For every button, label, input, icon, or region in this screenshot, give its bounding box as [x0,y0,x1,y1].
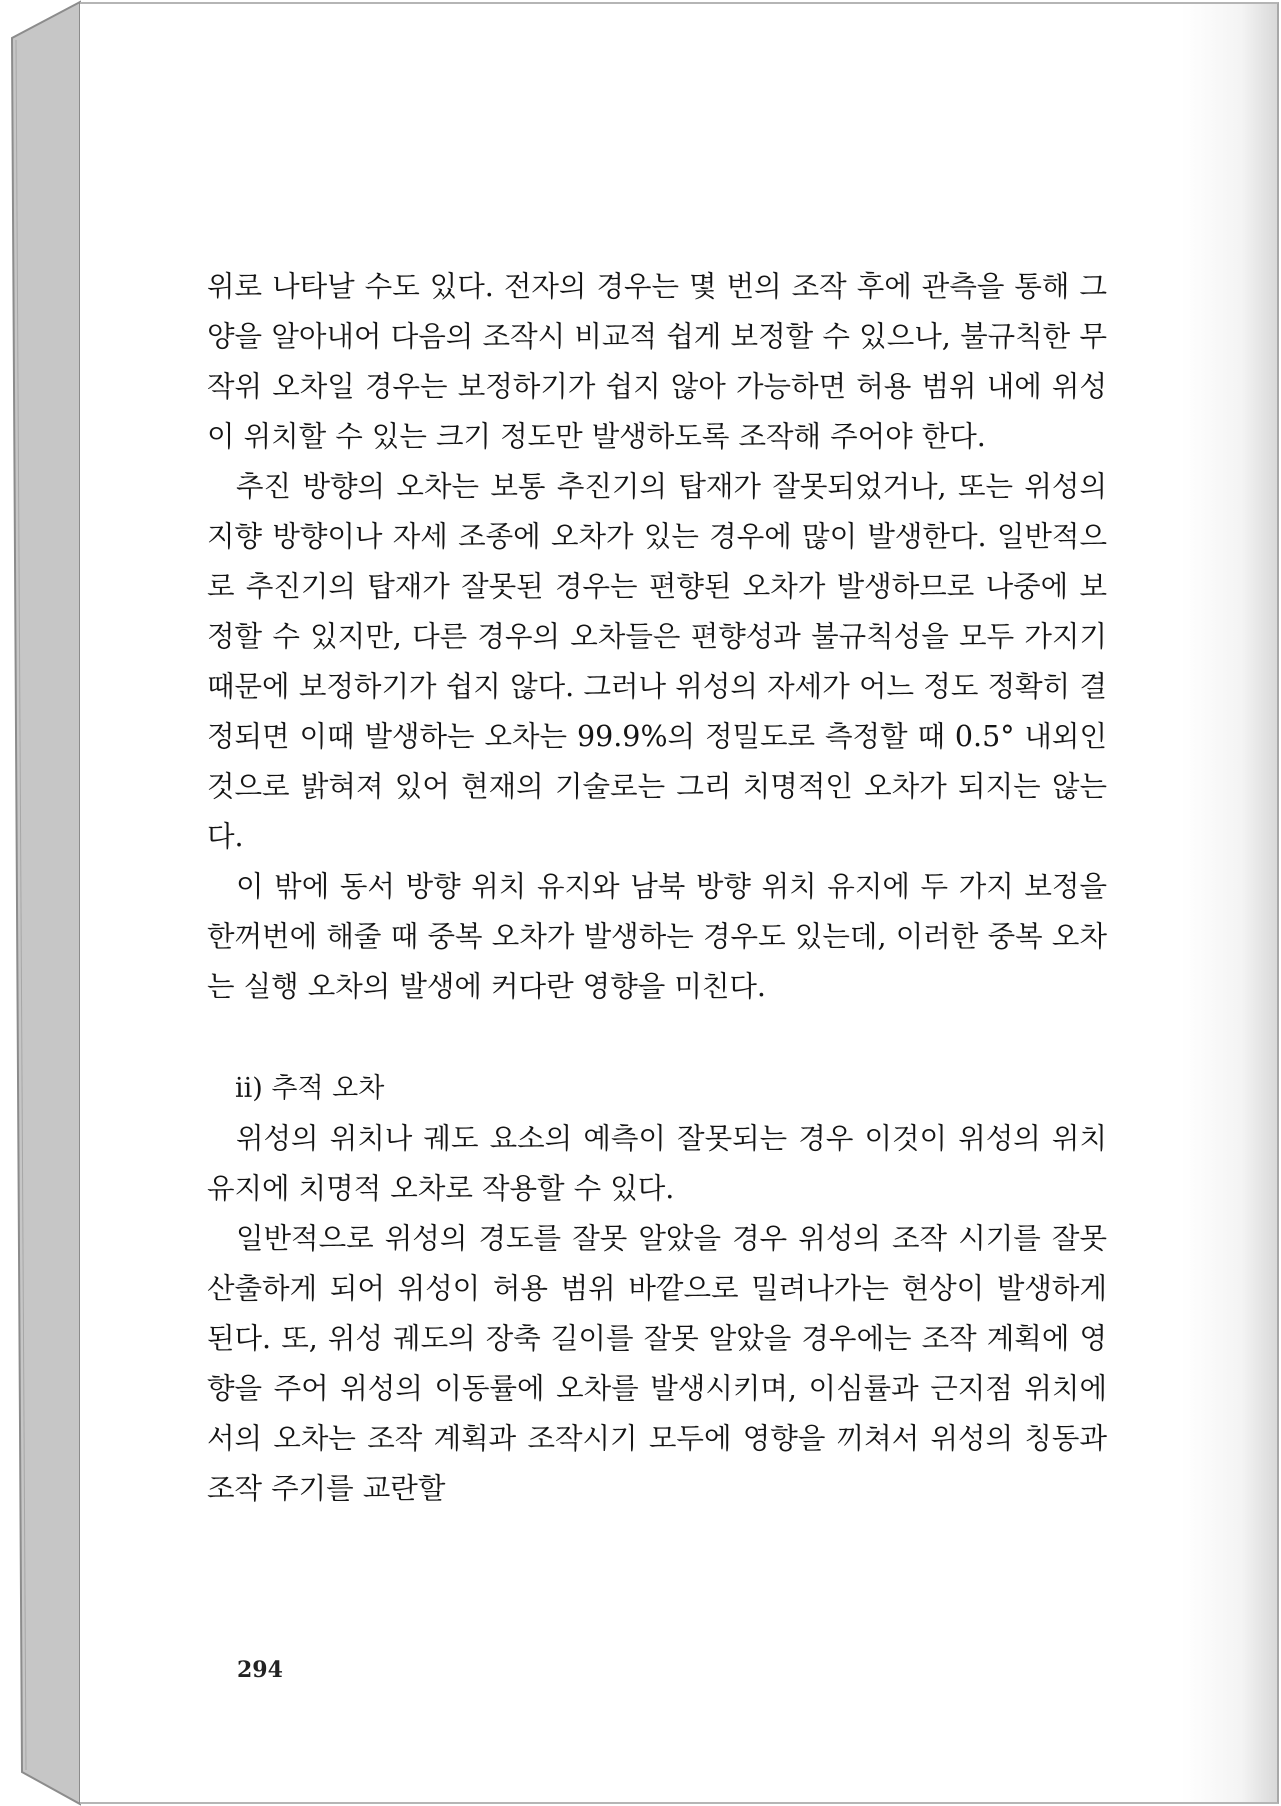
paragraph: 이 밖에 동서 방향 위치 유지와 남북 방향 위치 유지에 두 가지 보정을 한꺼번에 해줄 때 중복 오차가 발생하는 경우도 있는데, 이러한 중복 오차는 실행 오차의 발생에 커다란 영향을 미친다. [207,870,1107,1003]
body-text [207,262,1107,1514]
paragraph: 추진 방향의 오차는 보통 추진기의 탑재가 잘못되었거나, 또는 위성의 지향 방향이나 자세 조종에 오차가 있는 경우에 많이 발생한다. 일반적으로 추진기의 탑재가 잘못된 경우는 편향된 오차가 발생하므로 나중에 보정할 수 있지만, 다른 경우의 오차들은 편향성과 불규칙성을 모두 가지기 때문에 보정하기가 쉽지 않다. 그러나 위성의 자세가 어느 정도 정확히 결정되면 이때 발생하는 오차는 99.9%의 정밀도로 측정할 때 0.5° 내외인 것으로 밝혀져 있어 현재의 기술로는 그리 치명적인 오차가 되지는 않는다. [207,470,1107,853]
section-heading: ii) 추적 오차 [235,1073,385,1104]
section-spacer [207,1012,1107,1064]
paragraph: 일반적으로 위성의 경도를 잘못 알았을 경우 위성의 조작 시기를 잘못 산출하게 되어 위성이 허용 범위 바깥으로 밀려나가는 현상이 발생하게 된다. 또, 위성 궤도의 장축 길이를 잘못 알았을 경우에는 조작 계획에 영향을 주어 위성의 이동률에 오차를 발생시키며, 이심률과 근지점 위치에서의 오차는 조작 계획과 조작시기 모두에 영향을 끼쳐서 위성의 칭동과 조작 주기를 교란할 [207,1222,1107,1505]
page-number: 294 [237,1657,283,1683]
paragraph: 위성의 위치나 궤도 요소의 예측이 잘못되는 경우 이것이 위성의 위치 유지에 치명적 오차로 작용할 수 있다. [207,1122,1107,1205]
paragraph: 위로 나타날 수도 있다. 전자의 경우는 몇 번의 조작 후에 관측을 통해 그 양을 알아내어 다음의 조작시 비교적 쉽게 보정할 수 있으나, 불규칙한 무작위 오차일 경우는 보정하기가 쉽지 않아 가능하면 허용 범위 내에 위성이 위치할 수 있는 크기 정도만 발생하도록 조작해 주어야 한다. [207,270,1107,453]
